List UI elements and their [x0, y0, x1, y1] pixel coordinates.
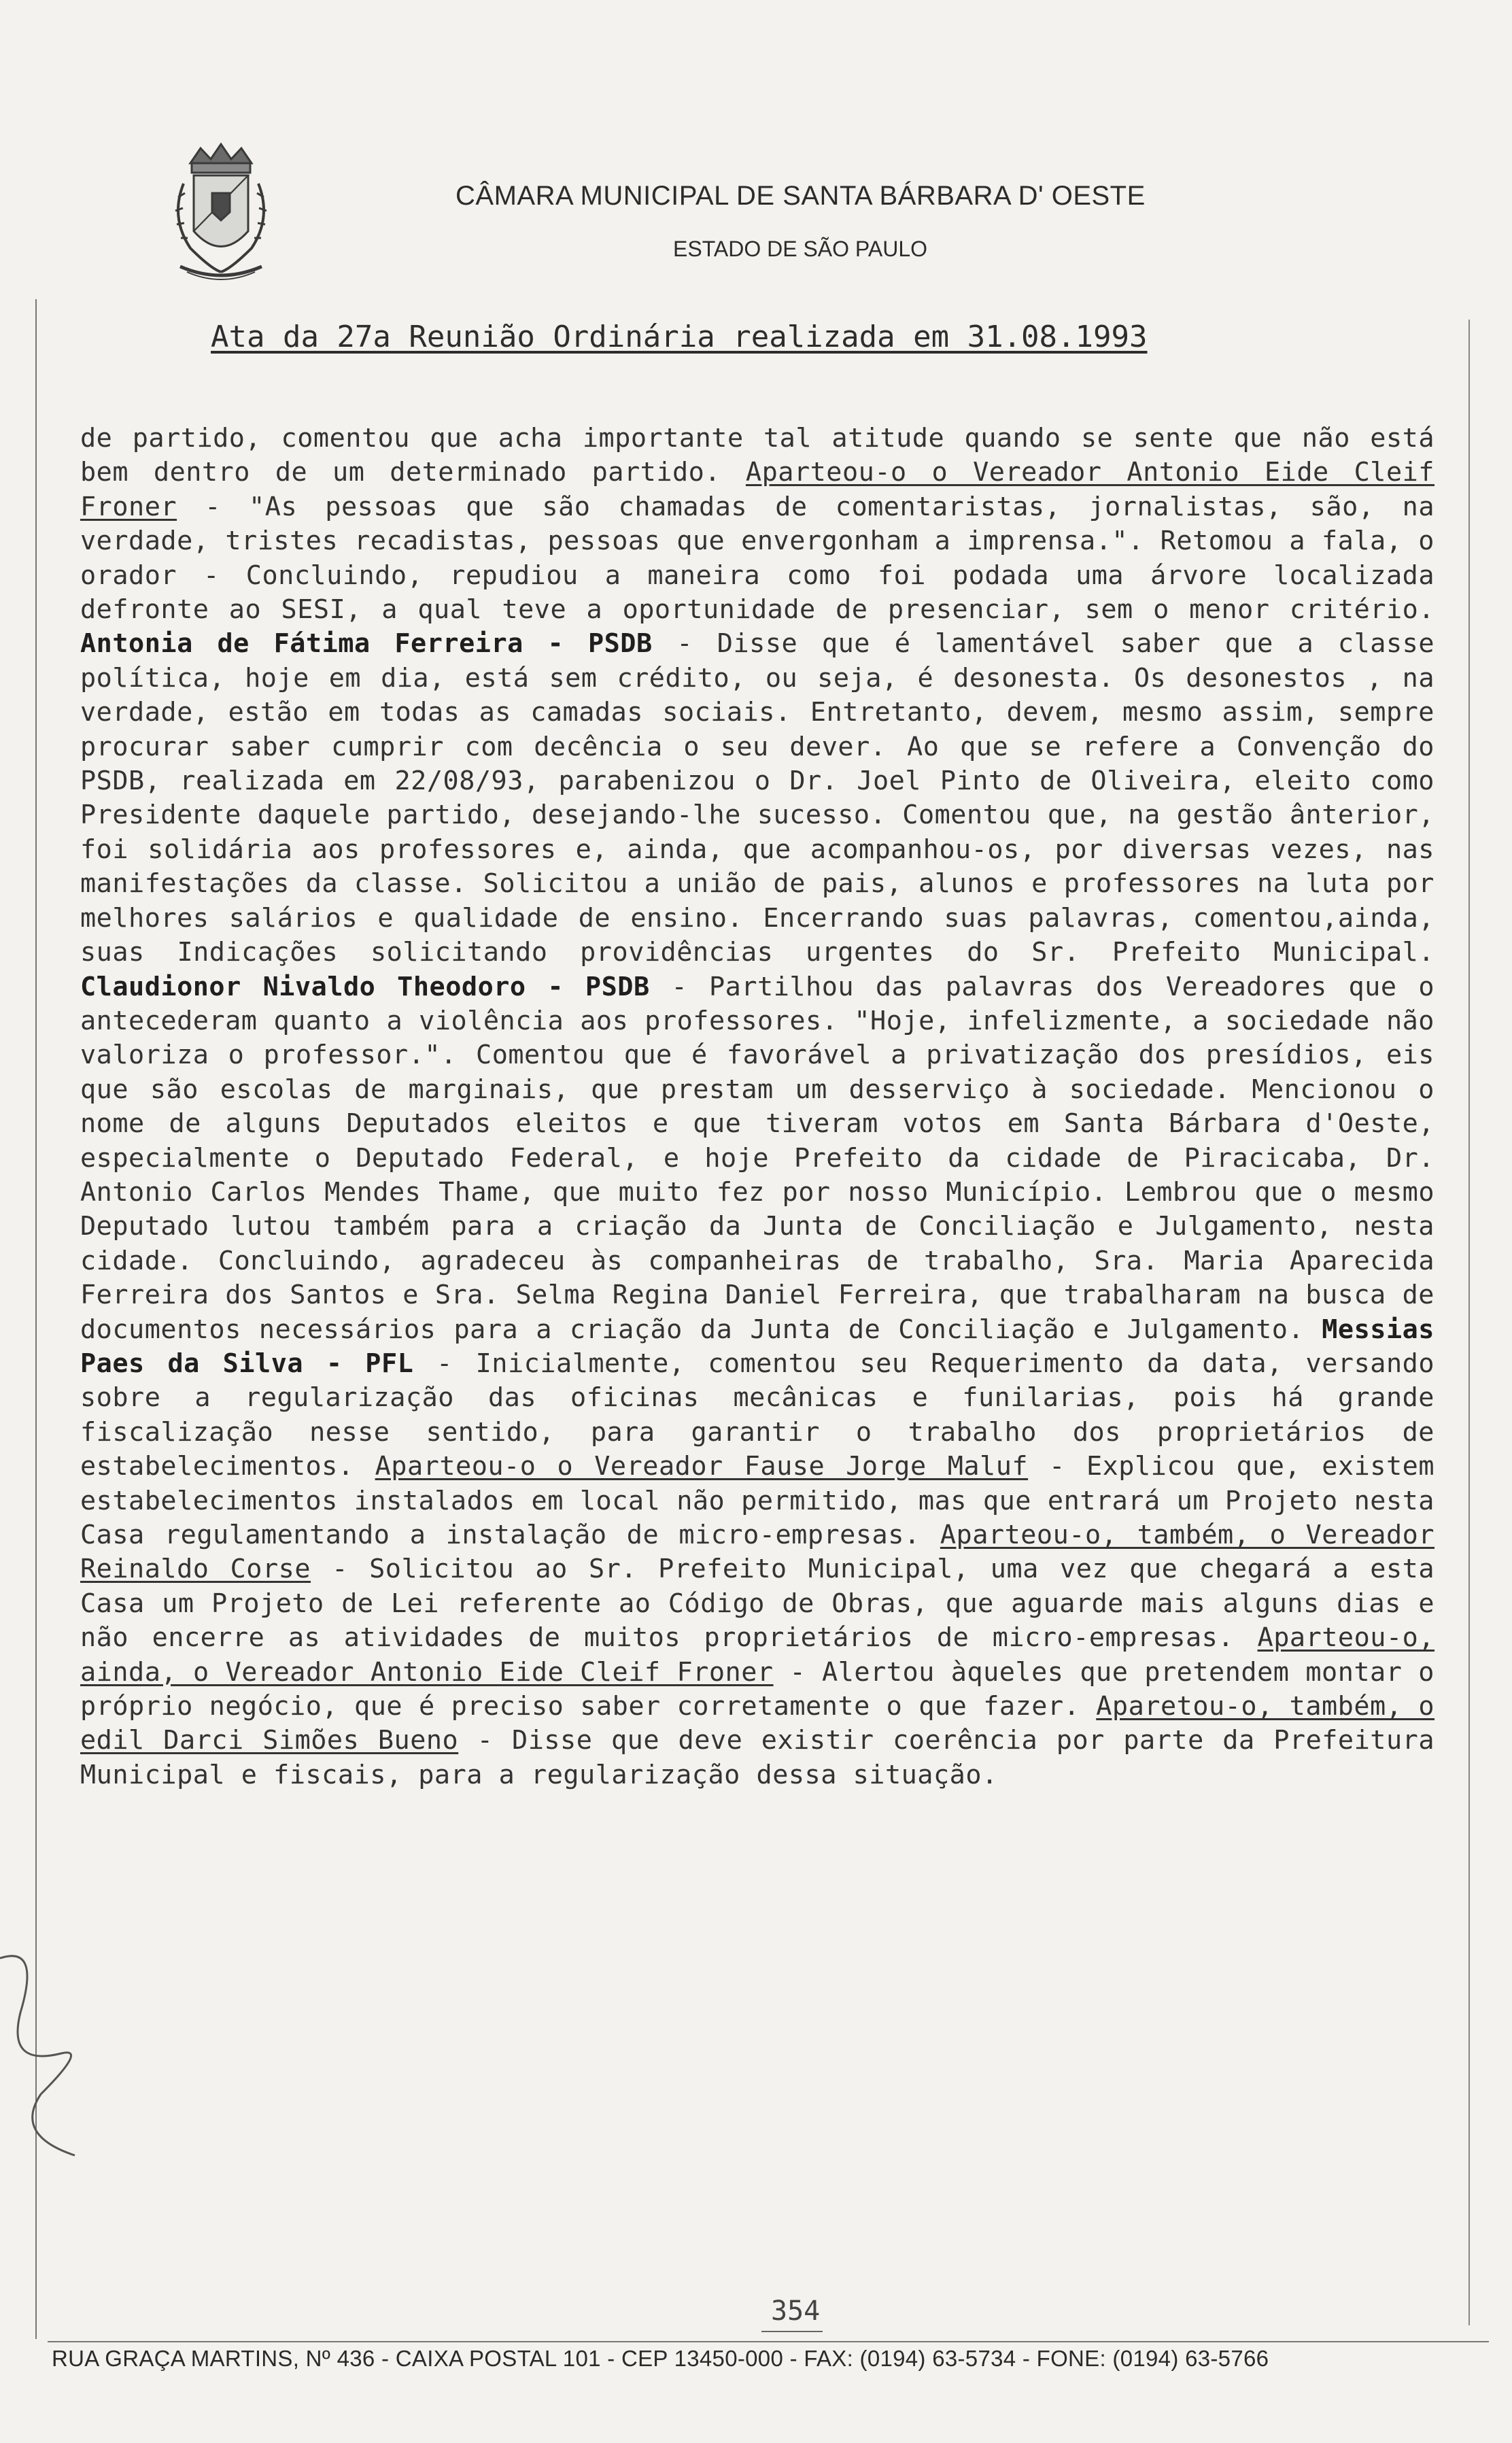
speaker-name: Messias Paes da Silva - PFL	[80, 1314, 1434, 1379]
text-segment: - Solicitou ao Sr. Prefeito Municipal, uma vez que chegará a esta Casa um Projeto de Lei referente ao Código de Obras, que aguarde mais alguns dias e não encerre as atividades de muitos proprietários de micro-empresas.	[80, 1554, 1435, 1654]
aparte-reference: Aparteou-o o Vereador Fause Jorge Maluf	[375, 1451, 1029, 1482]
footer-divider	[48, 2341, 1489, 2342]
text-segment: - Disse que é lamentável saber que a classe política, hoje em dia, está sem crédito, ou seja, é desonesta. Os desonestos , na verdade, estão em todas as camadas sociais. Entretanto, devem, mesmo assim, sempre procurar saber cumprir com decência o seu dever. Ao que se refere a Convenção do PSDB, realizada em 22/08/93, parabenizou o Dr. Joel Pinto de Oliveira, eleito como Presidente daquele partido, desejando-lhe sucesso. Comentou que, na gestão ânterior, foi solidária aos professores e, ainda, que acompanhou-os, por diversas vezes, nas manifestações da classe. Solicitou a união de pais, alunos e professores na luta por melhores salários e qualidade de ensino. Encerrando suas palavras, comentou,ainda, suas Indicações solicitando providências urgentes do Sr. Prefeito Municipal.	[80, 628, 1435, 968]
speaker-name: Claudionor Nivaldo Theodoro - PSDB	[80, 971, 650, 1002]
text-segment: - Alertou àqueles que pretendem montar o próprio negócio, que é preciso saber corretamente o que fazer.	[80, 1656, 1434, 1722]
footer-address: RUA GRAÇA MARTINS, Nº 436 - CAIXA POSTAL 101 - CEP 13450-000 - FAX: (0194) 63-5734 - FONE: (0194) 63-5766	[52, 2346, 1269, 2371]
page-number: 354	[771, 2295, 821, 2327]
aparte-reference: Aparteou-o, também, o Vereador Reinaldo Corse	[80, 1520, 1434, 1585]
organization-state: ESTADO DE SÃO PAULO	[673, 237, 928, 261]
text-segment: - Partilhou das palavras dos Vereadores que o antecederam quanto a violência aos professores. "Hoje, infelizmente, a sociedade não valoriza o professor.". Comentou que é favorável a privatização dos presídios, eis que são escolas de marginais, que prestam um desserviço à sociedade. Mencionou o nome de alguns Deputados eleitos e que tiveram votos em Santa Bárbara d'Oeste, especialmente o Deputado Federal, e hoje Prefeito da cidade de Piracicaba, Dr. Antonio Carlos Mendes Thame, que muito fez por nosso Município. Lembrou que o mesmo Deputado lutou também para a criação da Junta de Conciliação e Julgamento, nesta cidade. Concluindo, agradeceu às companheiras de trabalho, Sra. Maria Aparecida Ferreira dos Santos e Sra. Selma Regina Daniel Ferreira, que trabalharam na busca de documentos necessários para a criação da Junta de Conciliação e Julgamento.	[80, 971, 1435, 1345]
coat-of-arms-icon	[163, 136, 279, 292]
text-segment: - "As pessoas que são chamadas de comentaristas, jornalistas, são, na verdade, tristes recadistas, pessoas que envergonham a imprensa.". Retomou a fala, o orador - Concluindo, repudiou a maneira como foi podada uma árvore localizada defronte ao SESI, a qual teve a oportunidade de presenciar, sem o menor critério.	[80, 491, 1434, 626]
text-segment: - Explicou que, existem estabelecimentos instalados em local não permitido, mas que entrará um Projeto nesta Casa regulamentando a instalação de micro-empresas.	[80, 1451, 1434, 1550]
speaker-name: Antonia de Fátima Ferreira - PSDB	[80, 628, 653, 660]
organization-name: CÂMARA MUNICIPAL DE SANTA BÁRBARA D' OESTE	[456, 181, 1146, 211]
aparte-reference: Aparteou-o, ainda, o Vereador Antonio Eide Cleif Froner	[80, 1622, 1434, 1688]
text-segment: - Disse que deve existir coerência por parte da Prefeitura Municipal e fiscais, para a regularização dessa situação.	[80, 1725, 1434, 1790]
margin-signature-mark	[0, 1931, 95, 2176]
page-number-underline	[761, 2331, 823, 2332]
text-segment: - Inicialmente, comentou seu Requerimento da data, versando sobre a regularização das oficinas mecânicas e funilarias, pois há grande fiscalização nesse sentido, para garantir o trabalho dos proprietários de estabelecimentos.	[80, 1348, 1434, 1482]
minutes-title: Ata da 27a Reunião Ordinária realizada em 31.08.1993	[211, 320, 1148, 354]
text-segment: de partido, comentou que acha importante tal atitude quando se sente que não está bem dentro de um determinado partido.	[80, 423, 1434, 488]
aparte-reference: Aparetou-o, também, o edil Darci Simões Bueno	[80, 1691, 1435, 1756]
right-margin-line	[1468, 320, 1470, 2325]
aparte-reference: Aparteou-o o Vereador Antonio Eide Cleif Froner	[80, 457, 1434, 522]
minutes-body	[80, 422, 1434, 1792]
